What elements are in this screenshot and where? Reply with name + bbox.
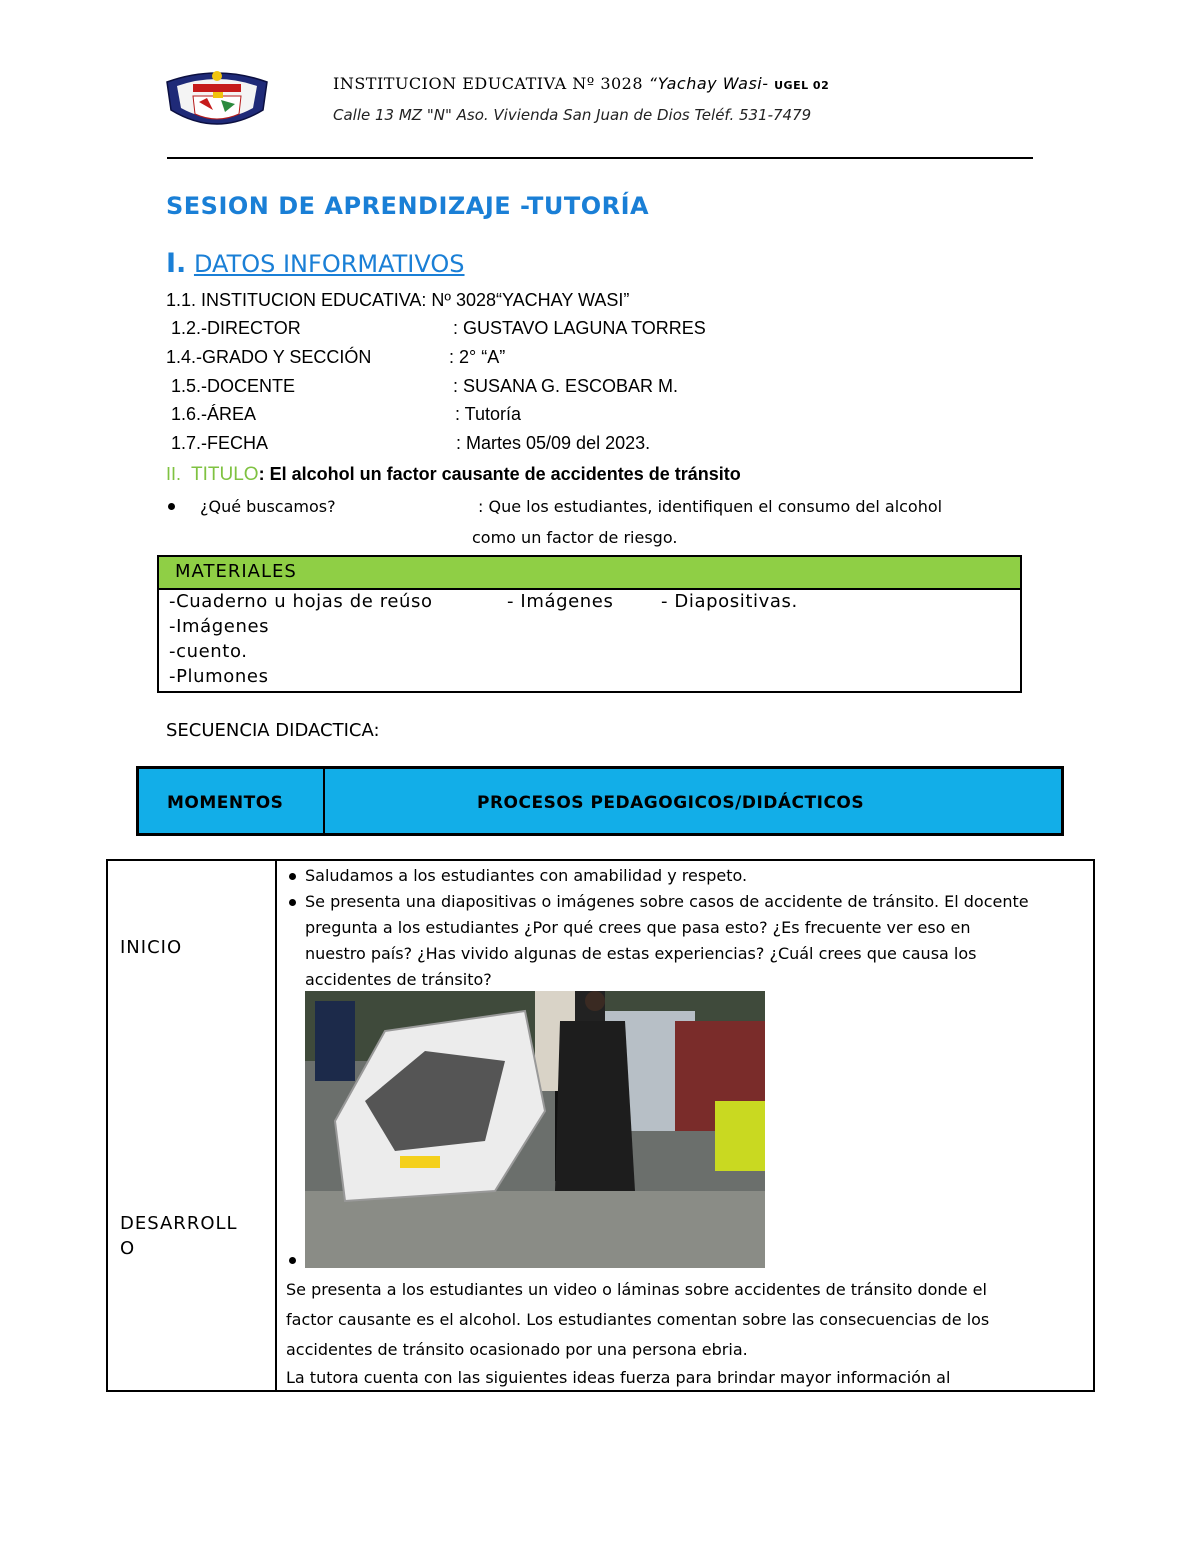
bullet-text: Se presenta una diapositivas o imágenes sobre casos de accidente de tránsito. El docente (305, 892, 1029, 911)
info-row-grado (166, 347, 866, 371)
ugel-label: UGEL 02 (774, 79, 830, 92)
info-label: 1.4.-GRADO Y SECCIÓN (166, 347, 372, 367)
materiales-item: - Imágenes (507, 591, 614, 612)
info-row-fecha (171, 433, 871, 457)
info-label: 1.6.-ÁREA (171, 404, 257, 424)
section2-title: TITULO (191, 464, 259, 485)
bullet-text: accidentes de tránsito? (305, 970, 492, 989)
section2-heading (166, 464, 741, 486)
materiales-header-label: MATERIALES (175, 561, 297, 582)
info-row-institucion (166, 290, 866, 314)
session-title: SESION DE APRENDIZAJE -TUTORÍA (166, 192, 650, 220)
question-answer-line2: como un factor de riesgo. (472, 528, 678, 547)
bullet-icon (289, 1257, 296, 1264)
procesos-column-header: PROCESOS PEDAGOGICOS/DIDÁCTICOS (477, 793, 865, 813)
info-label: 1.2.-DIRECTOR (171, 318, 301, 338)
main-table (106, 859, 1095, 1392)
section2-roman: II. (166, 464, 182, 484)
momentos-header-table (136, 766, 1064, 836)
materiales-item: -Cuaderno u hojas de reúso (169, 591, 433, 612)
moment-desarrollo-line2: O (120, 1238, 136, 1259)
section2-text: : El alcohol un factor causante de accidentes de tránsito (258, 464, 741, 484)
bullet-text: nuestro país? ¿Has vivido algunas de estas experiencias? ¿Cuál crees que causa los (305, 944, 977, 963)
paragraph-line: factor causante es el alcohol. Los estudiantes comentan sobre las consecuencias de los (286, 1310, 990, 1329)
materiales-item: -cuento. (169, 641, 248, 662)
school-logo (163, 68, 271, 136)
info-row-director (171, 318, 871, 342)
info-value: : Martes 05/09 del 2023. (456, 433, 651, 453)
materiales-item: -Plumones (169, 666, 269, 687)
materiales-header (157, 555, 1022, 590)
info-value: : SUSANA G. ESCOBAR M. (453, 376, 679, 396)
info-value: : Tutoría (455, 404, 522, 424)
bullet-icon (289, 873, 296, 880)
bullet-text: pregunta a los estudiantes ¿Por qué crees que pasa esto? ¿Es frecuente ver eso en (305, 918, 971, 937)
paragraph-line: La tutora cuenta con las siguientes ideas fuerza para brindar mayor información al (286, 1368, 951, 1387)
bullet-text: Saludamos a los estudiantes con amabilidad y respeto. (305, 866, 748, 885)
bullet-icon (168, 503, 175, 510)
materiales-item: -Imágenes (169, 616, 270, 637)
header-divider (167, 157, 1033, 159)
info-row-docente (171, 376, 871, 400)
column-divider (275, 861, 277, 1390)
paragraph-line: accidentes de tránsito ocasionado por una persona ebria. (286, 1340, 748, 1359)
section1-heading (166, 248, 465, 279)
bullet-icon (289, 899, 296, 906)
info-value: : GUSTAVO LAGUNA TORRES (453, 318, 706, 338)
section1-roman: I. (166, 248, 187, 279)
moment-desarrollo-line1: DESARROLL (120, 1213, 238, 1234)
secuencia-label: SECUENCIA DIDACTICA: (166, 720, 380, 741)
info-row-area (171, 404, 871, 428)
question-label: ¿Qué buscamos? (200, 497, 336, 516)
section1-title: DATOS INFORMATIVOS (193, 250, 465, 278)
school-address: Calle 13 MZ "N" Aso. Vivienda San Juan de Dios Teléf. 531-7479 (333, 106, 812, 124)
info-label: 1.1. INSTITUCION EDUCATIVA: Nº 3028“YACHAY WASI” (166, 290, 630, 310)
accident-photo (305, 991, 765, 1268)
question-answer-line1: : Que los estudiantes, identifiquen el consumo del alcohol (478, 497, 943, 516)
school-name: INSTITUCION EDUCATIVA Nº 3028 (333, 74, 644, 93)
school-quote: “Yachay Wasi- (648, 74, 769, 93)
info-value: : 2° “A” (449, 347, 506, 367)
info-label: 1.5.-DOCENTE (171, 376, 296, 396)
info-label: 1.7.-FECHA (171, 433, 269, 453)
materiales-item: - Diapositivas. (661, 591, 798, 612)
column-divider (323, 769, 325, 833)
paragraph-line: Se presenta a los estudiantes un video o láminas sobre accidentes de tránsito donde el (286, 1280, 987, 1299)
moment-inicio: INICIO (120, 937, 183, 958)
school-name-line (333, 74, 829, 93)
materiales-body (157, 589, 1022, 693)
momentos-column-header: MOMENTOS (167, 793, 284, 813)
